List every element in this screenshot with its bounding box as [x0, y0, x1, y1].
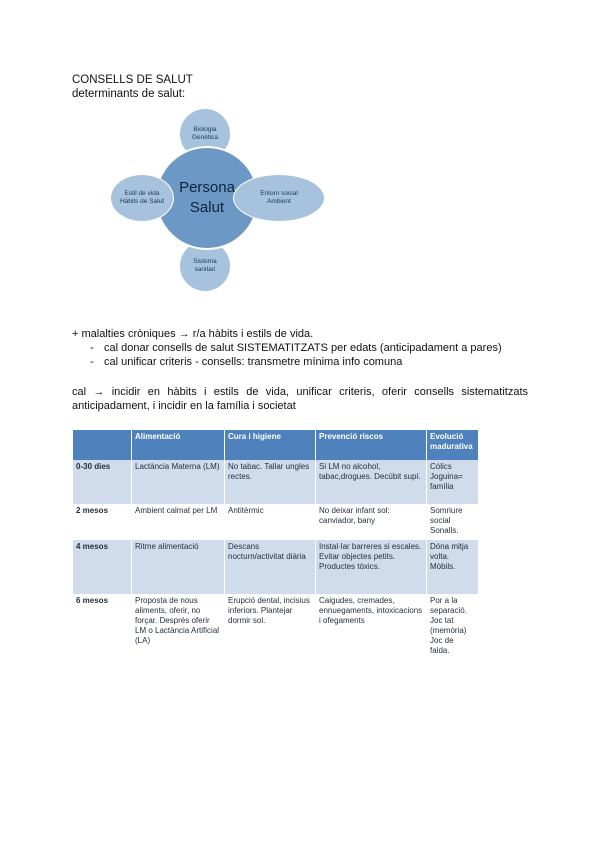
bullet-sub-text: cal donar consells de salut SISTEMATITZATS per edats (anticipadament a pares) — [104, 342, 502, 354]
diagram-node-label: Estil de vida — [124, 189, 160, 197]
table-cell: Por a la separació. Joc tat (memòria) Joc de falda. — [427, 594, 479, 674]
diagram-node-label: sanitari — [194, 266, 216, 273]
document-subtitle: determinants de salut: — [72, 88, 186, 100]
diagram-node-label: Genètica — [191, 134, 219, 141]
table-row — [73, 504, 479, 540]
table-header-row — [73, 430, 479, 460]
table-cell-age: 4 mesos — [73, 540, 132, 594]
diagram-node-label: Biologia — [193, 125, 217, 133]
table-header: Evolució madurativa — [427, 430, 479, 460]
table-header: Alimentació — [132, 430, 225, 460]
diagram-node-label: Sistema — [193, 257, 217, 265]
dash-marker: - — [90, 342, 94, 354]
bullet-sub-item — [72, 341, 502, 355]
advice-table — [73, 430, 479, 674]
table-cell-age: 6 mesos — [73, 594, 132, 674]
bullet-main: + malalties cròniques → r/a hàbits i estils de vida. — [72, 328, 314, 340]
table-cell: Si LM no alcohol, tabac,drogues. Decúbit supí. — [316, 460, 427, 504]
bullet-list — [72, 327, 502, 369]
table-cell: Erupció dental, incisius inferiors. Plantejar dormir sol. — [225, 594, 316, 674]
dash-marker: - — [90, 356, 94, 368]
diagram-node-label: Hàbits de Salut — [119, 198, 165, 205]
diagram-center-label: Salut — [189, 199, 225, 216]
table-cell-age: 0-30 dies — [73, 460, 132, 504]
table-header — [73, 430, 132, 460]
table-cell: Caigudes, cremades, ennuegaments, intoxicacions i ofegaments — [316, 594, 427, 674]
table-cell: No deixar infant sol: canviador, bany — [316, 504, 427, 540]
table-cell: Ritme alimentació — [132, 540, 225, 594]
table-row — [73, 540, 479, 594]
determinants-diagram — [110, 108, 330, 293]
table-cell: Dóna mitja volta. Mòbils. — [427, 540, 479, 594]
table-cell: No tabac. Tallar ungles rectes. — [225, 460, 316, 504]
table-row — [73, 594, 479, 674]
bullet-sub-text: cal unificar criteris - consells: transmetre mínima info comuna — [104, 356, 403, 368]
table-cell: Lactància Materna (LM) — [132, 460, 225, 504]
table-cell-age: 2 mesos — [73, 504, 132, 540]
diagram-node-estil-de-vida — [110, 174, 174, 222]
bullet-sub-item — [72, 355, 502, 369]
table-row — [73, 460, 479, 504]
diagram-node-label: Entorn social — [260, 189, 298, 197]
table-header: Cura i higiene — [225, 430, 316, 460]
table-cell: Descans nocturn/activitat diària — [225, 540, 316, 594]
table-cell: Antitèrmic — [225, 504, 316, 540]
diagram-node-label: Ambient — [267, 198, 291, 205]
table-cell: Ambient calmat per LM — [132, 504, 225, 540]
document-title: CONSELLS DE SALUT — [72, 74, 193, 86]
table-cell: Instal·lar barreres si escales. Evitar objectes petits. Productes tòxics. — [316, 540, 427, 594]
table-cell: Proposta de nous aliments, oferir, no forçar. Després oferir LM o Lactància Artificial (LA) — [132, 594, 225, 674]
diagram-node-entorn-social — [233, 174, 325, 222]
diagram-center-label: Persona — [179, 179, 235, 196]
table-header: Prevenció riscos — [316, 430, 427, 460]
summary-paragraph: cal → incidir en hàbits i estils de vida, unificar criteris, oferir consells sistematitzats anticipadament, i incidir en la família i societat — [72, 386, 528, 412]
table-cell: Còlics Joguina= família — [427, 460, 479, 504]
table-cell: Somriure social Sonalls. — [427, 504, 479, 540]
